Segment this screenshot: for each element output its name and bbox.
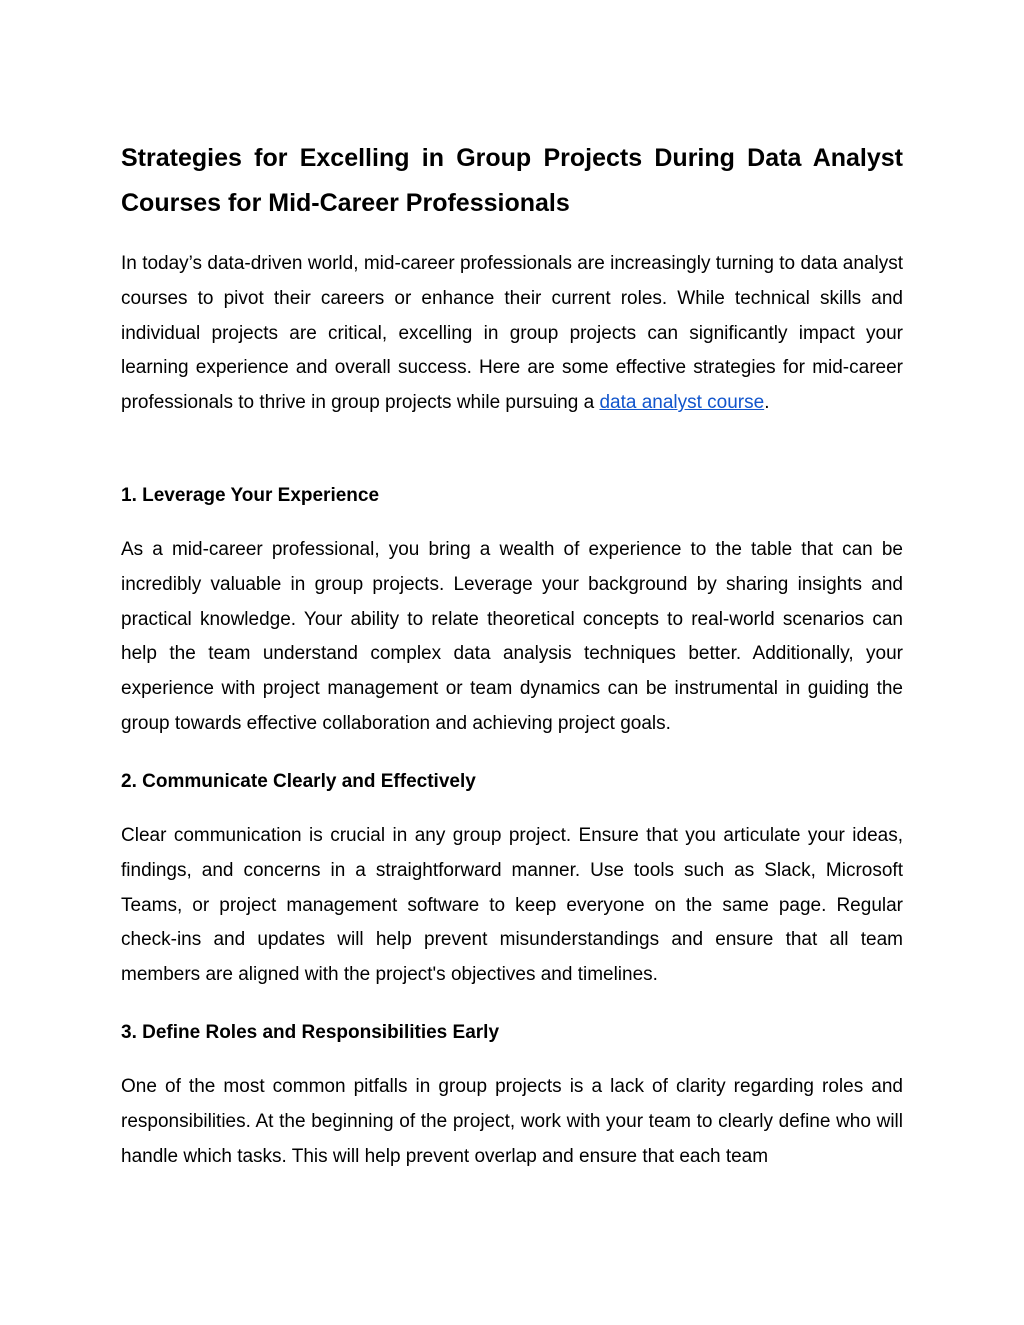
intro-text-end: . <box>764 392 770 414</box>
section-body-1: As a mid-career professional, you bring a wealth of experience to the table that can be incredibly valuable in group projects. Leverage your background by sharing insights and practical knowledge. Your ability to relate theoretical concepts to real-world scenarios can help the team understand complex data analysis techniques better. Additionally, your experience with project management or team dynamics can be instrumental in guiding the group towards effective collaboration and achieving project goals. <box>121 539 903 734</box>
section-heading-3: 3. Define Roles and Responsibilities Early <box>121 1022 500 1043</box>
intro-text: In today’s data-driven world, mid-career professionals are increasingly turning to data analyst courses to pivot their careers or enhance their current roles. While technical skills and individual projects are critical, excelling in group projects can significantly impact your learning experience and overall success. Here are some effective strategies for mid-career professionals to thrive in group projects while pursuing a <box>121 253 903 414</box>
section-body-2: Clear communication is crucial in any group project. Ensure that you articulate your ideas, findings, and concerns in a straightforward manner. Use tools such as Slack, Microsoft Teams, or project management software to keep everyone on the same page. Regular check-ins and updates will help prevent misunderstandings and ensure that all team members are aligned with the project's objectives and timelines. <box>121 825 903 986</box>
document-title: Strategies for Excelling in Group Projects During Data Analyst Courses for Mid-Career Professionals <box>121 144 903 217</box>
section-body-3: One of the most common pitfalls in group projects is a lack of clarity regarding roles and responsibilities. At the beginning of the project, work with your team to clearly define who will handle which tasks. This will help prevent overlap and ensure that each team <box>121 1076 903 1167</box>
section-heading-1: 1. Leverage Your Experience <box>121 485 380 506</box>
intro-paragraph <box>121 247 903 421</box>
section-heading-2: 2. Communicate Clearly and Effectively <box>121 771 476 792</box>
data-analyst-course-link[interactable]: data analyst course <box>599 392 765 414</box>
